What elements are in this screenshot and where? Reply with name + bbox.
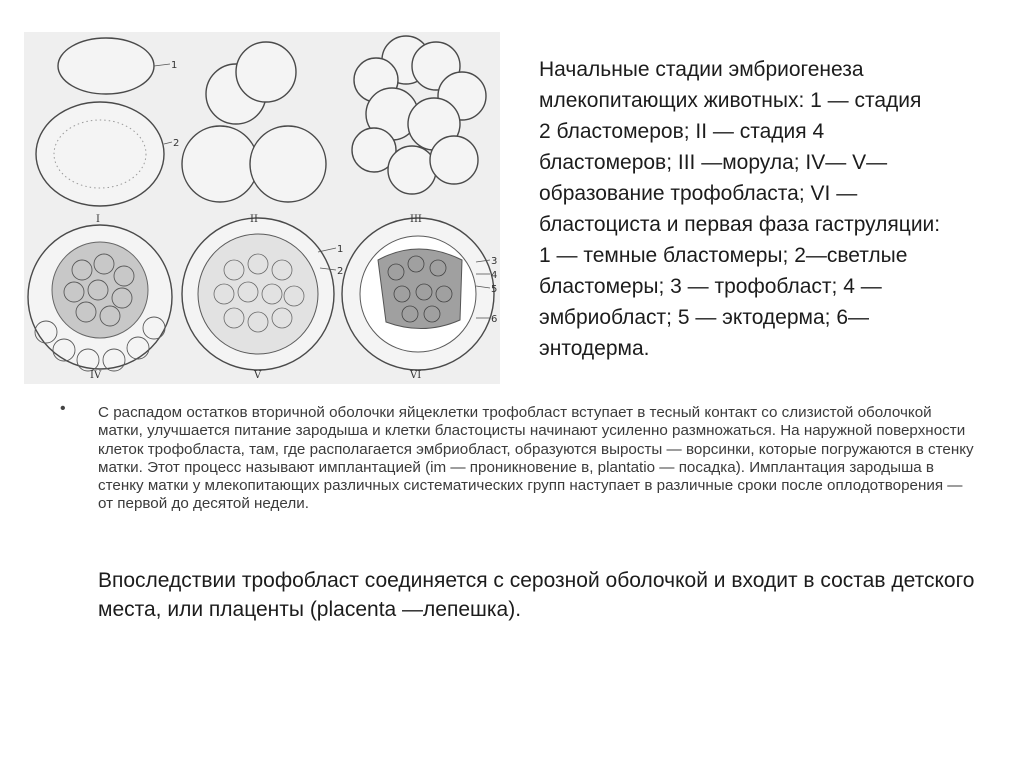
stage-label: II bbox=[250, 214, 258, 225]
stage-iv-drawing bbox=[28, 225, 172, 371]
stage-label: V bbox=[254, 370, 262, 381]
embryogenesis-illustration bbox=[24, 32, 500, 384]
stage-label: III bbox=[410, 214, 422, 225]
callout-number: 1 bbox=[171, 60, 178, 71]
stage-vi-drawing bbox=[342, 218, 494, 370]
bullet-paragraph: С распадом остатков вторичной оболочки яйцеклетки трофобласт вступает в тесный контакт со слизистой оболочкой матки, улучшается питание зародыша и клетки бластоцисты начинают усиленно размножаться. На наружной поверхности клеток трофобласта, там, где располагается эмбриобласт, образуются выросты — ворсинки, которые погружаются в стенку матки. Этот процесс называют имплантацией (im — проникновение в, plantatio — посадка). Имплантация зародыша в стенку матки у млекопитающих различных систематических групп наступает в различные сроки после оплодотворения — от первой до десятой недели. bbox=[98, 404, 974, 513]
callout-number: 3 bbox=[491, 256, 498, 267]
closing-paragraph: Впоследствии трофобласт соединяется с серозной оболочкой и входит в состав детского места, или плаценты (placenta —лепешка). bbox=[98, 569, 975, 621]
stage-ii-drawing bbox=[182, 42, 326, 202]
callout-number: 6 bbox=[491, 314, 498, 325]
stage-v-drawing bbox=[182, 218, 336, 370]
callout-number: 2 bbox=[337, 266, 344, 277]
stage-label: I bbox=[96, 214, 100, 225]
callout-number: 5 bbox=[491, 284, 498, 295]
callout-number: 4 bbox=[491, 270, 498, 281]
callout-number: 1 bbox=[337, 244, 344, 255]
callout-number: 2 bbox=[173, 138, 180, 149]
bullet-marker: • bbox=[60, 400, 66, 417]
stage-label: VI bbox=[410, 370, 422, 381]
embryogenesis-figure bbox=[24, 32, 500, 384]
figure-caption: Начальные стадии эмбриогенеза млекопитающих животных: 1 — стадия 2 бластомеров; II — стадия 4 бластомеров; III —морула; IV— V— образование трофобласта; VI — бластоциста и первая фаза гаструляции: 1 — темные бластомеры; 2—светлые бластомеры; 3 — трофобласт; 4 — эмбриобласт; 5 — эктодерма; 6— энтодерма. bbox=[539, 58, 941, 360]
stage-iii-drawing bbox=[352, 36, 486, 194]
stage-i-drawing bbox=[36, 38, 172, 206]
stage-label: IV bbox=[90, 370, 102, 381]
